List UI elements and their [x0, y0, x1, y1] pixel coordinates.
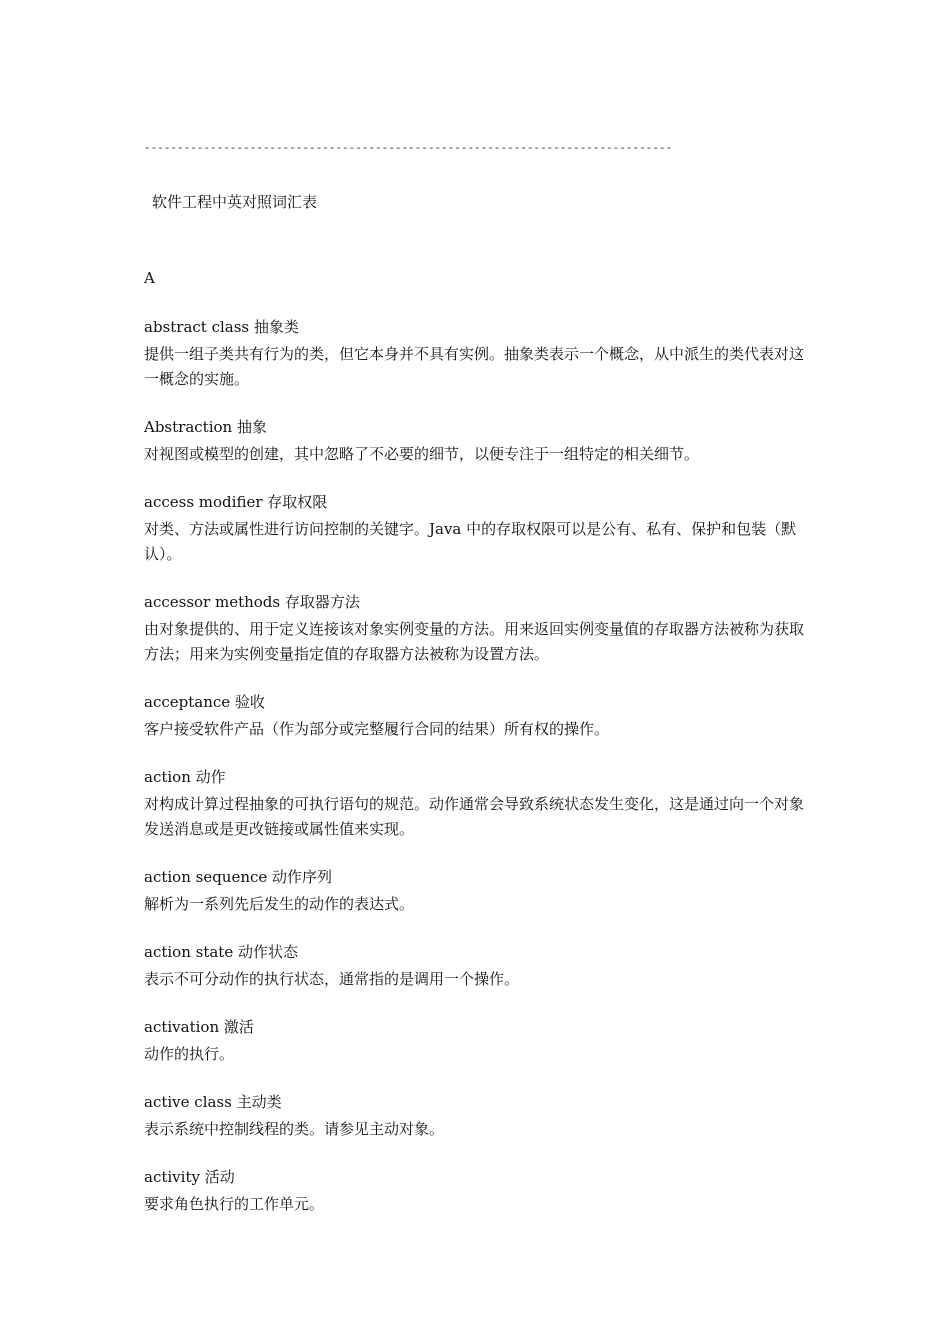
document-title: 软件工程中英对照词汇表 — [152, 193, 318, 211]
glossary-entry — [144, 1167, 814, 1217]
glossary-entry — [144, 767, 814, 842]
entry-definition: 解析为一系列先后发生的动作的表达式。 — [144, 895, 415, 913]
entry-term: action sequence 动作序列 — [144, 868, 333, 886]
glossary-entry — [144, 1092, 814, 1142]
entry-term: Abstraction 抽象 — [144, 418, 267, 436]
entry-definition: 客户接受软件产品（作为部分或完整履行合同的结果）所有权的操作。 — [144, 720, 610, 738]
section-letter: A — [144, 269, 155, 287]
glossary-entry — [144, 317, 814, 392]
entry-term: accessor methods 存取器方法 — [144, 593, 360, 611]
glossary-entry — [144, 592, 814, 667]
entry-definition: 对构成计算过程抽象的可执行语句的规范。动作通常会导致系统状态发生变化，这是通过向一个对象发送消息或是更改链接或属性值来实现。 — [144, 795, 805, 838]
separator-rule: -------------------------------------------------------------------------------- — [144, 143, 673, 155]
glossary-entry — [144, 492, 814, 567]
glossary-entry — [144, 942, 814, 992]
glossary-entry — [144, 692, 814, 742]
glossary-entries — [144, 317, 814, 1242]
entry-definition: 对视图或模型的创建，其中忽略了不必要的细节，以便专注于一组特定的相关细节。 — [144, 445, 700, 463]
entry-definition: 表示系统中控制线程的类。请参见主动对象。 — [144, 1120, 445, 1138]
entry-definition: 由对象提供的、用于定义连接该对象实例变量的方法。用来返回实例变量值的存取器方法被称为获取方法；用来为实例变量指定值的存取器方法被称为设置方法。 — [144, 620, 805, 663]
entry-definition: 动作的执行。 — [144, 1045, 235, 1063]
entry-term: abstract class 抽象类 — [144, 318, 299, 336]
entry-term: action 动作 — [144, 768, 226, 786]
glossary-entry — [144, 1017, 814, 1067]
entry-term: action state 动作状态 — [144, 943, 298, 961]
entry-term: activity 活动 — [144, 1168, 235, 1186]
glossary-entry — [144, 417, 814, 467]
glossary-entry — [144, 867, 814, 917]
entry-term: access modifier 存取权限 — [144, 493, 328, 511]
entry-term: acceptance 验收 — [144, 693, 265, 711]
entry-definition: 提供一组子类共有行为的类，但它本身并不具有实例。抽象类表示一个概念，从中派生的类代表对这一概念的实施。 — [144, 345, 805, 388]
entry-definition: 表示不可分动作的执行状态，通常指的是调用一个操作。 — [144, 970, 520, 988]
entry-term: activation 激活 — [144, 1018, 254, 1036]
entry-definition: 对类、方法或属性进行访问控制的关键字。Java 中的存取权限可以是公有、私有、保护和包装（默认）。 — [144, 520, 797, 563]
entry-definition: 要求角色执行的工作单元。 — [144, 1195, 325, 1213]
entry-term: active class 主动类 — [144, 1093, 282, 1111]
